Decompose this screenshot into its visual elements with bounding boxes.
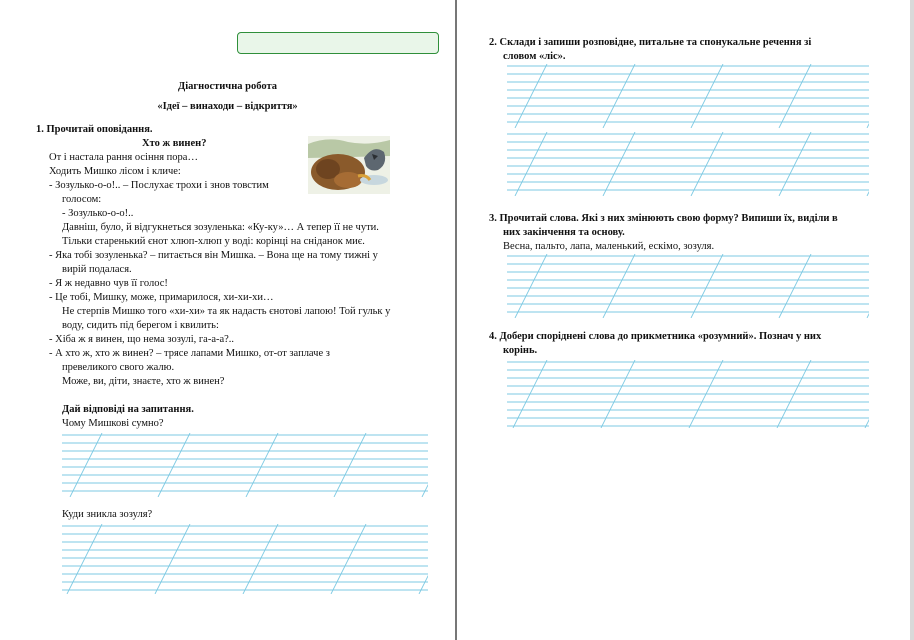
ruling-svg	[62, 524, 428, 594]
writing-lines-q2[interactable]	[62, 524, 428, 594]
left-page	[0, 0, 455, 640]
writing-lines-task3[interactable]	[507, 254, 869, 318]
task2-text: 2. Склади і запиши розповідне, питальне та спонукальне речення зі	[489, 37, 812, 48]
ruling-svg	[507, 64, 869, 128]
story-line: Не стерпів Мишко того «хи-хи» та як надасть єнотові лапою! Той гульк у	[62, 306, 391, 317]
question-1: Чому Мишкові сумно?	[62, 418, 164, 429]
answer-heading: Дай відповіді на запитання.	[62, 404, 194, 415]
story-title: Хто ж винен?	[142, 138, 207, 149]
page-divider	[455, 0, 457, 640]
story-line: - Я ж недавно чув її голос!	[49, 278, 168, 289]
task3-text: 3. Прочитай слова. Які з них змінюють свою форму? Випиши їх, виділи в	[489, 213, 838, 224]
story-line: превеликого свого жалю.	[62, 362, 175, 373]
task4-text: корінь.	[503, 345, 538, 356]
task2-text: словом «ліс».	[503, 51, 566, 62]
doc-title: Діагностична робота	[177, 81, 278, 92]
story-line: - Яка тобі зозуленька? – питається він Мишка. – Вона ще на тому тижні у	[49, 250, 378, 261]
story-line: - Зозулько-о-о!..	[62, 208, 134, 219]
task3-text: них закінчення та основу.	[503, 227, 625, 238]
story-line: От і настала рання осіння пора…	[49, 152, 198, 163]
story-line: - Хіба ж я винен, що нема зозулі, га-а-а?..	[49, 334, 235, 345]
story-line: - Зозулько-о-о!.. – Послухає трохи і знов товстим	[49, 180, 269, 191]
story-line: Ходить Мишко лісом і кличе:	[49, 166, 181, 177]
task3-words: Весна, пальто, лапа, маленький, ескімо, зозуля.	[503, 241, 715, 252]
ruling-svg	[507, 254, 869, 318]
right-page	[459, 0, 914, 640]
ruling-svg	[62, 433, 428, 497]
story-line: - Це тобі, Мишку, може, примарилося, хи-хи-хи…	[49, 292, 274, 303]
task4-text: 4. Добери споріднені слова до прикметника «розумний». Познач у них	[489, 331, 822, 342]
doc-subtitle: «Ідеї – винаходи – відкриття»	[157, 101, 298, 112]
ruling-svg	[507, 132, 869, 196]
scrollbar[interactable]	[910, 0, 914, 640]
bear-raccoon-illustration	[308, 136, 390, 194]
slant-guide	[419, 524, 428, 594]
header-box	[237, 32, 439, 54]
writing-lines-q1[interactable]	[62, 433, 428, 497]
task1-heading: 1. Прочитай оповідання.	[36, 124, 153, 135]
slant-guide	[243, 524, 278, 594]
story-line: Тільки старенький єнот хлюп-хлюп у воді: корінці на сніданок миє.	[62, 236, 365, 247]
writing-lines-task4[interactable]	[507, 360, 869, 428]
story-line: - А хто ж, хто ж винен? – трясе лапами Мишко, от-от заплаче з	[49, 348, 330, 359]
writing-lines-task2a[interactable]	[507, 64, 869, 128]
story-line: Давніш, було, й відгукнеться зозуленька: «Ку-ку»… А тепер її не чути.	[62, 222, 379, 233]
story-line: воду, сидить під берегом і квилить:	[62, 320, 219, 331]
question-2: Куди зникла зозуля?	[62, 509, 153, 520]
slant-guide	[155, 524, 190, 594]
story-line: голосом:	[62, 194, 102, 205]
story-line: вирій подалася.	[62, 264, 132, 275]
ruling-svg	[507, 360, 869, 428]
slant-guide	[67, 524, 102, 594]
slant-guide	[331, 524, 366, 594]
story-line: Може, ви, діти, знаєте, хто ж винен?	[62, 376, 225, 387]
writing-lines-task2b[interactable]	[507, 132, 869, 196]
